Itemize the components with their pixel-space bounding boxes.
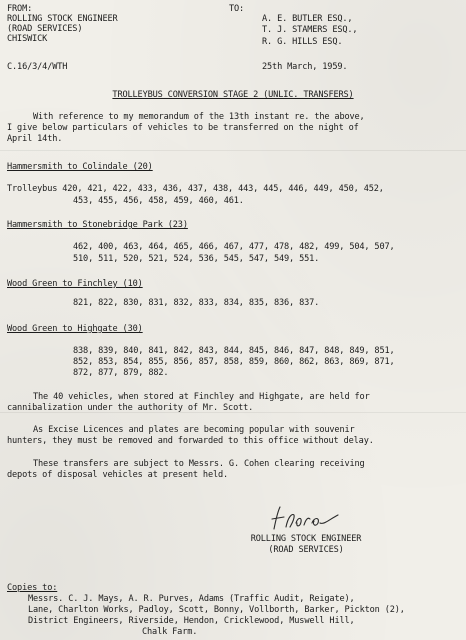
- from-line: CHISWICK: [7, 34, 48, 44]
- from-line: (ROAD SERVICES): [7, 24, 83, 34]
- vehicle-list-line: 838, 839, 840, 841, 842, 843, 844, 845, 846, 847, 848, 849, 851,: [73, 346, 395, 356]
- transfer-group-heading: Wood Green to Highgate (30): [7, 324, 143, 334]
- copies-line: District Engineers, Riverside, Hendon, Cricklewood, Muswell Hill,: [28, 616, 355, 626]
- paragraph-line: These transfers are subject to Messrs. G. Cohen clearing receiving: [33, 459, 365, 469]
- from-label: FROM:: [7, 4, 33, 14]
- memo-date: 25th March, 1959.: [262, 62, 348, 72]
- recipient-line: T. J. STAMERS ESQ.,: [262, 25, 358, 35]
- to-label: TO:: [229, 4, 245, 14]
- reference-number: C.16/3/4/WTH: [7, 62, 68, 72]
- transfer-group-heading: Hammersmith to Stonebridge Park (23): [7, 220, 188, 230]
- paper-fold: [0, 150, 466, 151]
- vehicle-list-line: 852, 853, 854, 855, 856, 857, 858, 859, 860, 862, 863, 869, 871,: [73, 357, 395, 367]
- intro-line: April 14th.: [7, 134, 63, 144]
- paragraph-line: hunters, they must be removed and forwarded to this office without delay.: [7, 436, 374, 446]
- handwritten-signature: [268, 505, 346, 533]
- signoff-line: (ROAD SERVICES): [268, 545, 344, 555]
- from-line: ROLLING STOCK ENGINEER: [7, 14, 118, 24]
- vehicle-list-line: 872, 877, 879, 882.: [73, 368, 169, 378]
- recipient-line: R. G. HILLS ESQ.: [262, 37, 343, 47]
- paragraph-line: cannibalization under the authority of Mr. Scott.: [7, 403, 254, 413]
- copies-line: Messrs. C. J. Mays, A. R. Purves, Adams (Traffic Audit, Reigate),: [28, 594, 355, 604]
- transfer-group-heading: Wood Green to Finchley (10): [7, 279, 143, 289]
- vehicle-list-line: 821, 822, 830, 831, 832, 833, 834, 835, 836, 837.: [73, 298, 320, 308]
- intro-line: I give below particulars of vehicles to be transferred on the night of: [7, 123, 359, 133]
- signoff-line: ROLLING STOCK ENGINEER: [250, 534, 362, 544]
- paragraph-line: The 40 vehicles, when stored at Finchley and Highgate, are held for: [33, 392, 370, 402]
- recipient-line: A. E. BUTLER ESQ.,: [262, 14, 353, 24]
- paragraph-line: As Excise Licences and plates are becoming popular with souvenir: [33, 425, 355, 435]
- vehicle-list-line: 453, 455, 456, 458, 459, 460, 461.: [73, 196, 244, 206]
- copies-label: Copies to:: [7, 583, 58, 593]
- transfer-group-heading: Hammersmith to Colindale (20): [7, 162, 153, 172]
- paragraph-line: depots of disposal vehicles at present held.: [7, 470, 229, 480]
- intro-line: With reference to my memorandum of the 13th instant re. the above,: [33, 112, 365, 122]
- vehicle-list-line: Trolleybus 420, 421, 422, 433, 436, 437, 438, 443, 445, 446, 449, 450, 452,: [7, 184, 384, 194]
- copies-line: Lane, Charlton Works, Padloy, Scott, Bonny, Vollborth, Barker, Pickton (2),: [28, 605, 405, 615]
- vehicle-list-line: 510, 511, 520, 521, 524, 536, 545, 547, 549, 551.: [73, 254, 320, 264]
- memo-subject: TROLLEYBUS CONVERSION STAGE 2 (UNLIC. TRANSFERS): [112, 90, 354, 100]
- copies-line: Chalk Farm.: [142, 627, 198, 637]
- vehicle-list-line: 462, 400, 463, 464, 465, 466, 467, 477, 478, 482, 499, 504, 507,: [73, 242, 395, 252]
